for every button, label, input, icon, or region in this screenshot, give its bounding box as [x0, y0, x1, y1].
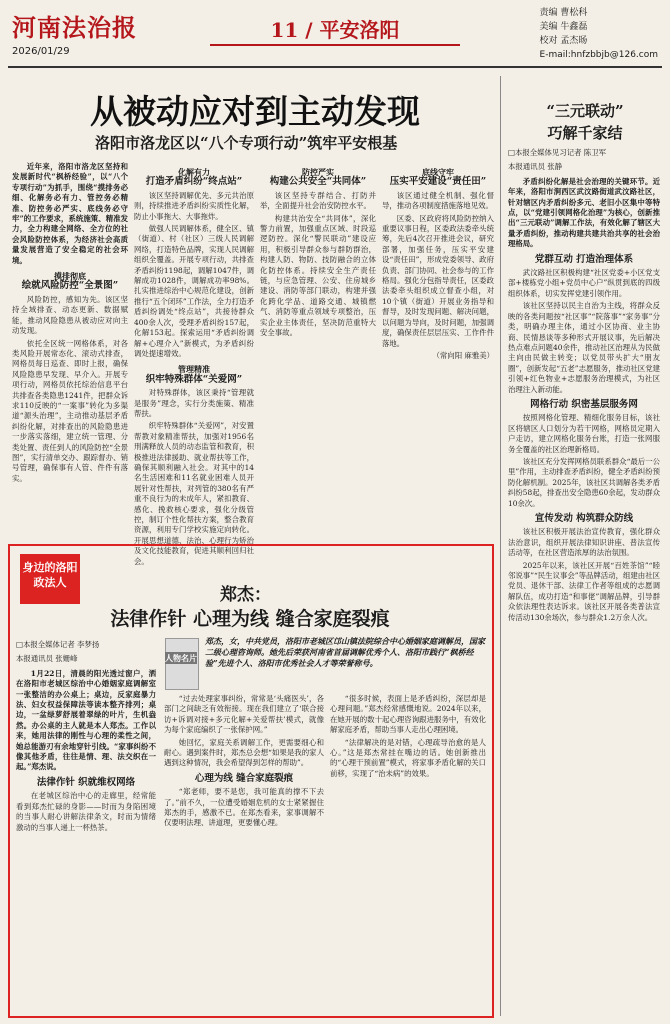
section-title: 绘就风险防控“全景图” [21, 280, 119, 292]
main-subheadline: 洛阳市洛龙区以“八个专项行动”筑牢平安根基 [95, 134, 398, 152]
feature-column-3 [330, 694, 486, 1010]
section-kicker: 摸排彻底 [54, 271, 86, 282]
paragraph: 做强人民调解体系，健全区、镇（街道）、村（社区）三级人民调解网络，打造特色品牌，实现人民调解组织全覆盖。开展专项行动，共排查矛盾纠纷1198起，调解1047件，调解成功1028件，调解成功率98%。扎实推进综治中心规范化建设，创新推行“五个闭环”工作法，全力打造矛盾纠纷调处“终点站”，共接待群众400余人次，受理矛盾纠纷157起，化解153起。探索运用“矛盾纠纷调解+心理介入”新模式，为矛盾纠纷调处提速增效。 [134, 224, 254, 358]
section-kicker: 管理精准 [178, 364, 210, 375]
paragraph: 该社区积极开展法治宣传教育，强化群众法治意识，组织开展法律知识讲座、普法宣传活动等，在社区营造浓厚的法治氛围。 [508, 527, 660, 558]
section-rule [210, 44, 460, 46]
main-column-2 [134, 162, 254, 566]
editor-line: 美编 牛鑫磊 [539, 22, 588, 32]
side-title-line: “三元联动” [546, 102, 624, 120]
editor-credits [540, 6, 658, 62]
side-section-title: 党群互动 打造治理体系 [534, 253, 634, 265]
section-title: 构建公共安全“共同体” [269, 176, 367, 188]
section-title: 11 / 平安洛阳 [270, 18, 400, 42]
main-headline: 从被动应对到主动发现 [90, 92, 420, 131]
section-title: 织牢特殊群体“关爱网” [145, 373, 243, 385]
paragraph: 2025年以来，该社区开展“百姓茶馆”“睦邻说事”“民生议事会”等品牌活动，组建由社区党员、退休干部、法律工作者等组成的志愿调解队伍，成功打造“和事佬”调解品牌，引导群众依法理性表达诉求。该社区开展各类普法宣传活动130余场次，参与群众1.2万余人次。 [508, 560, 660, 622]
side-section-title: 网格行动 织密基层服务网 [530, 398, 638, 410]
section-heading [134, 364, 254, 385]
editor-email: E-mail:hnfzbbjb@126.com [539, 50, 658, 60]
section-heading [12, 271, 128, 292]
paragraph: “郑老师，要不是您，我可能真的撑不下去了。”前不久，一位遭受婚姻危机的女士紧紧握住郑杰的手，感激不已。在郑杰看来，家事调解不仅要明法理、讲道理，更要懂心理。 [164, 787, 324, 828]
newspaper-logo: 河南法治报 [12, 13, 137, 42]
paragraph: 构建共治安全“共同体”，深化警力前置，加强重点区域、时段巡逻防控。深化“警民联动”建设应用，积极引导群众参与群防群治，构建人防、物防、技防融合的立体化防控体系。持续安全生产责任链，与应急管理、公安、住房城乡建设、消防等部门联动，构建并强化跨化学品、道路交通、城镇燃气、消防等重点领域专项整治，压实企业主体责任，坚决防范重特大安全事故。 [260, 213, 376, 338]
feature-banner: 身边的洛阳政法人 [20, 554, 80, 604]
feature-section-title: 心理为线 缝合家庭裂痕 [194, 772, 294, 784]
paragraph: 该社区充分发挥网格员联系群众“最后一公里”作用，主动排查矛盾纠纷，健全矛盾纠纷预防化解机制。2025年，该社区共调解各类矛盾纠纷58起，排查出安全隐患60余起，发动群众10余次。 [508, 456, 660, 508]
feature-credit: 本报通讯员 张姗峰 [16, 654, 78, 664]
side-column [508, 148, 660, 1016]
feature-column-1 [16, 640, 156, 1010]
portrait-label: 人物名片 [165, 653, 197, 663]
paragraph: 对特殊群体，该区秉持“管理就是服务”理念，实行分类施策、精准帮扶。 [134, 388, 254, 418]
feature-credit: □本报全媒体记者 李梦扬 [16, 640, 100, 649]
paragraph: 在老城区综治中心的走廊里，经常能看到郑杰忙碌的身影——时而为身陷困境的当事人耐心讲解法律条文，时而为情绪激动的当事人递上一杯热茶。 [16, 791, 156, 832]
section-title: 打造矛盾纠纷“终点站” [145, 176, 243, 188]
top-rule [8, 66, 662, 68]
paragraph: 织牢特殊群体“关爱网”，对安置帮教对象精准帮扶，加强对1956名刑满释放人员的动态监管和教育，积极推进法律援助、就业帮扶等工作，确保其顺利融入社会。对其中的14名生活困难和11名就业困难人员开展针对性帮扶，对列管的380名有严重不良行为的未成年人，紧扣教育、感化、挽救核心要求，强化分级管控，制订个性化帮扶方案，整合教育资源，利用专门学校实施定向转化。开展思想道德、法治、心理行为矫治及文化技能教育，促进其顺利回归社会。 [134, 421, 254, 566]
paragraph: 依托全区统一网格体系，对各类风险开展常态化、滚动式排查，网格员每日巡查、即时上报，确保风险隐患早发现、早介入。开展专项行动，网格员依托综治信息平台共排查各类隐患1241件，把群众诉求110反映的“一案事”转化为多渠道“源头治理”，主动推动基层矛盾纠纷化解，对排查出的风险隐患进一步落实落细，建立统一管理、分类处置、责任到人的风险防控“全景图”，实行清单交办、跟踪督办、销号管理，确保事有人管、件件有落实。 [12, 338, 128, 483]
feature-section-title: 法律作针 织就维权网络 [36, 776, 136, 788]
section-kicker: 化解有力 [178, 167, 210, 177]
paragraph: 按照网格化管理、精细化服务目标，该社区将辖区人口划分为若干网格，网格员定期入户走访，建立网格化服务台账，打造一张网服务全覆盖的社区治理新格局。 [508, 413, 660, 454]
feature-column-2 [164, 694, 324, 1010]
side-lead: 矛盾纠纷化解是社会治理的关键环节。近年来，洛阳市涧西区武汶路街道武汶路社区，针对辖区内矛盾纠纷多元、老旧小区集中等特点，以“党建引领网格化治理”为核心，创新推出“三元联动”调解工作法，有效化解了辖区大量矛盾纠纷，推动构建共建共治共享的社会治理格局。 [508, 176, 660, 249]
side-title-line: 巧解千家结 [547, 124, 623, 142]
paragraph: 该社区坚持以民主自治为主线，将群众反映的各类问题按“社区事”“院落事”“家务事”分类，明确办理主体，通过小区协商、业主协商、民情恳谈等多种形式开展议事，先后解决热点难点问题40余件，推动社区治理从为民做主向由民做主转变；以党员带头扩大“朋友圈”，创新发起“五老”志愿服务，推动社区党建引领+红色物业+志愿服务治理模式，为社区治理注入新动能。 [508, 301, 660, 394]
column-divider [500, 76, 501, 1016]
section-kicker: 防控严实 [302, 167, 334, 177]
feature-person-name: 郑杰： [220, 585, 271, 605]
byline: （常向阳 麻雅美） [432, 350, 494, 360]
main-column-3 [260, 162, 376, 542]
paragraph: 武汶路社区积极构建“社区党委+小区党支部+楼栋党小组+党员中心户”纵贯到底的四级组织体系，切实发挥党建引领作用。 [508, 268, 660, 298]
side-story-title [510, 100, 660, 144]
editor-line: 校对 孟杰旸 [539, 36, 588, 46]
paragraph: “过去处理家事纠纷，常常是‘头痛医头’，各部门之间缺乏有效衔接。现在我们建立了‘联合接访+诉调对接+多元化解+关爱帮扶’模式，就像为每个家庭编织了一张保护网。” [164, 694, 324, 735]
side-credit: □本报全媒体见习记者 陈卫军 [508, 148, 607, 157]
portrait-placeholder [165, 638, 199, 690]
side-credit: 本报通讯员 张静 [508, 162, 563, 172]
main-column-1 [12, 162, 128, 542]
paragraph: “法律解决的是对错，心理疏导治愈的是人心。”这是郑杰常挂在嘴边的话。她创新推出的“心理干预前置”模式，将家事矛盾化解的关口前移，实现了“治未病”的效果。 [330, 737, 486, 778]
main-column-4 [382, 162, 494, 542]
main-lead: 近年来，洛阳市洛龙区坚持和发展新时代“枫桥经验”，以“八个专项行动”为抓手，围绕“摸排务必细、化解务必有力、管控务必精准、防控务必严实、底线务必守牢”的工作要求，系统施策、精准发力，全力构建全网络、全方位的社会风险防控体系，为经济社会高质量发展营造了安全稳定的社会环境。 [12, 162, 128, 265]
section-heading [134, 167, 254, 188]
feature-bio: 郑杰，女，中共党员，洛阳市老城区邙山镇法院综合中心婚姻家庭调解员，国家二级心理咨询师。她先后荣获河南省首届调解优秀个人、洛阳市践行“枫桥经验”先进个人、洛阳市优秀社会人才等荣誉称号。 [205, 636, 485, 668]
feature-lead: 1月22日，清晨的阳光透过窗户，洒在洛阳市老城区综治中心婚姻家庭调解室一张整洁的办公桌上；桌边，反家庭暴力法、妇女权益保障法等读本整齐排列；桌边，一盆绿萝舒展着翠绿的叶片，生机盎然。办公桌的主人就是本人郑杰。工作以来，她用法律的刚性与心理的柔性之间，她总能游刃有余地穿针引线。“家事纠纷不像其他矛盾，往往是情、理、法交织在一起。”郑杰说。 [16, 668, 156, 772]
paragraph: 该区坚持专群结合、打防并举，全面提升社会治安防控水平。 [260, 190, 376, 211]
section-heading [260, 167, 376, 188]
publication-date: 2026/01/29 [12, 46, 70, 57]
paragraph: 风险防控，感知为先。该区坚持全域排查、动态更新、数据赋能，推动风险隐患从被动应对向主动发现。 [12, 294, 128, 336]
section-heading [382, 167, 494, 188]
masthead [0, 0, 670, 70]
side-section-title: 宣传发动 构筑群众防线 [534, 513, 634, 524]
paragraph: “很多时候，表面上是矛盾纠纷，深层却是心理问题。”郑杰经常感慨地说。2024年以来，在她开展的数十起心理咨询跟进服务中，有效化解家庭矛盾，帮助当事人走出心理困境。 [330, 694, 486, 735]
section-title: 压实平安建设“责任田” [389, 176, 487, 188]
section-kicker: 底线守牢 [422, 167, 454, 177]
paragraph: 她回忆，家庭关系调解工作，更需要细心和耐心。遇到案件时，郑杰总会想“如果是我的家人遇到这种情况，我会希望得到怎样的帮助”。 [164, 737, 324, 768]
paragraph: 区委、区政府将风险防控纳入重要议事日程，区委政法委牵头统筹，先后4次召开推进会议，研究部署，加强任务，压实平安建设“责任田”，形成党委领导、政府负责、部门协同、社会参与的工作格局。强化分包指导责任，区委政法委牵头组织成立督查小组，对10个镇（街道）开展业务指导和督导，及时发现问题、解决问题，以问题为导向，及时问题，加强调度，确保责任层层压实、工作件件落地。 [382, 213, 494, 348]
editor-line: 责编 曹松科 [539, 8, 588, 18]
paragraph: 该区坚持调解优先、多元共治原则，持续推进矛盾纠纷实质性化解，防止小事拖大、大事拖炸。 [134, 190, 254, 221]
feature-headline: 法律作针 心理为线 缝合家庭裂痕 [110, 608, 390, 630]
paragraph: 该区通过健全机制、强化督导，推动各项制度措施落地见效。 [382, 190, 494, 211]
